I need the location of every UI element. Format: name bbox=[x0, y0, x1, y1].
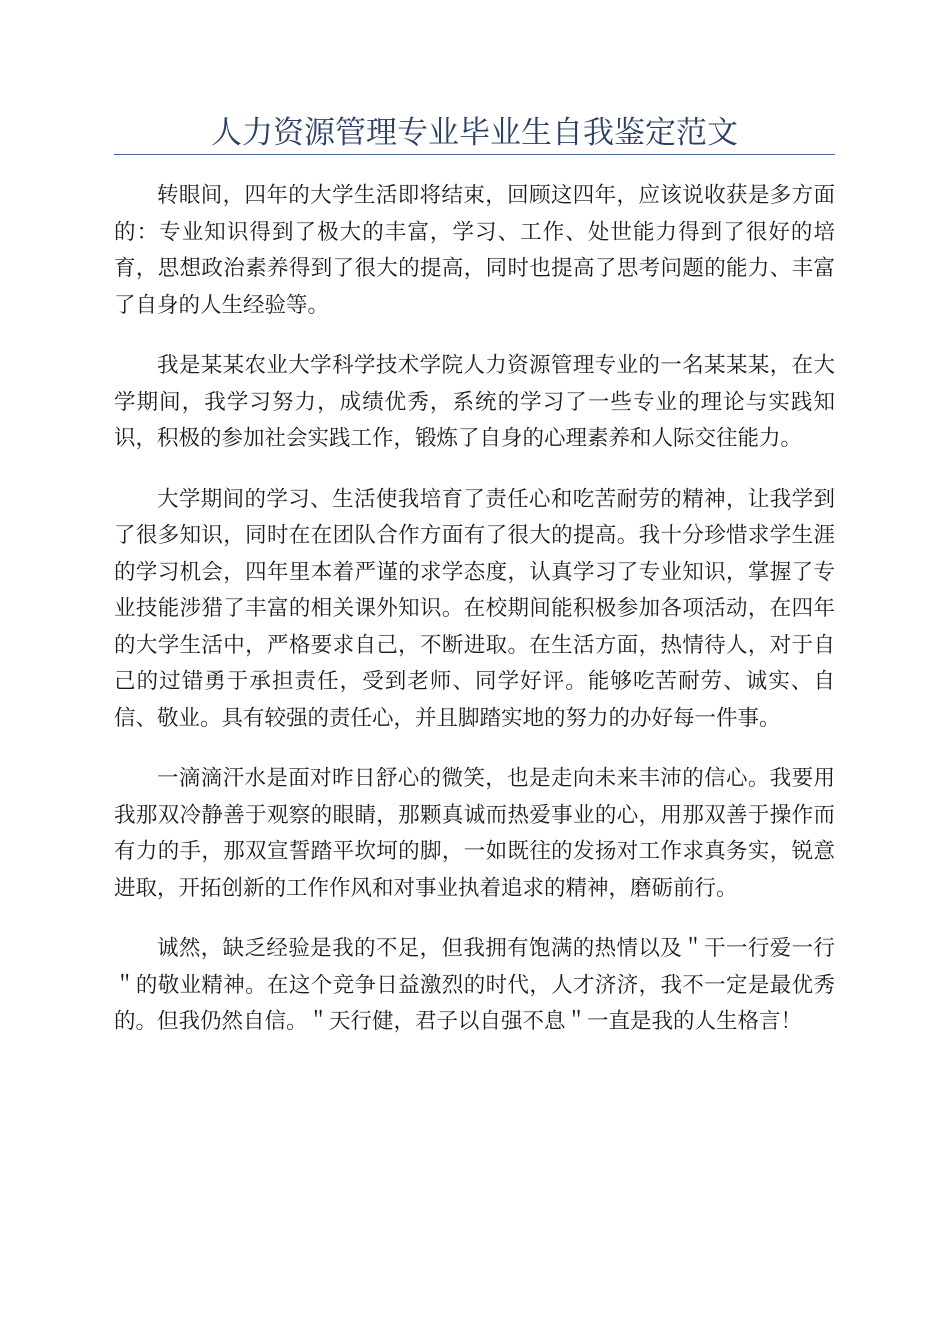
paragraph-3: 大学期间的学习、生活使我培育了责任心和吃苦耐劳的精神，让我学到了很多知识，同时在在团队合作方面有了很大的提高。我十分珍惜求学生涯的学习机会，四年里本着严谨的求学态度，认真学习了专业知识，掌握了专业技能涉猎了丰富的相关课外知识。在校期间能积极参加各项活动，在四年的大学生活中，严格要求自己，不断进取。在生活方面，热情待人，对于自己的过错勇于承担责任，受到老师、同学好评。能够吃苦耐劳、诚实、自信、敬业。具有较强的责任心，并且脚踏实地的努力的办好每一件事。 bbox=[114, 486, 835, 731]
paragraph-1: 转眼间，四年的大学生活即将结束，回顾这四年，应该说收获是多方面的：专业知识得到了极大的丰富，学习、工作、处世能力得到了很好的培育，思想政治素养得到了很大的提高，同时也提高了思考问题的能力、丰富了自身的人生经验等。 bbox=[114, 183, 835, 318]
paragraph-2: 我是某某农业大学科学技术学院人力资源管理专业的一名某某某，在大学期间，我学习努力，成绩优秀，系统的学习了一些专业的理论与实践知识，积极的参加社会实践工作，锻炼了自身的心理素养和人际交往能力。 bbox=[114, 353, 835, 451]
document-title: 人力资源管理专业毕业生自我鉴定范文 bbox=[211, 115, 738, 151]
paragraph-4: 一滴滴汗水是面对昨日舒心的微笑，也是走向未来丰沛的信心。我要用我那双冷静善于观察的眼睛，那颗真诚而热爱事业的心，用那双善于操作而有力的手，那双宣誓踏平坎坷的脚，一如既往的发扬对工作求真务实，锐意进取，开拓创新的工作作风和对事业执着追求的精神，磨砺前行。 bbox=[114, 766, 835, 901]
title-underline bbox=[114, 154, 835, 155]
paragraph-5: 诚然，缺乏经验是我的不足，但我拥有饱满的热情以及＂干一行爱一行＂的敬业精神。在这个竞争日益激烈的时代，人才济济，我不一定是最优秀的。但我仍然自信。＂天行健，君子以自强不息＂一直是我的人生格言！ bbox=[114, 936, 835, 1034]
document-body bbox=[114, 178, 835, 1065]
